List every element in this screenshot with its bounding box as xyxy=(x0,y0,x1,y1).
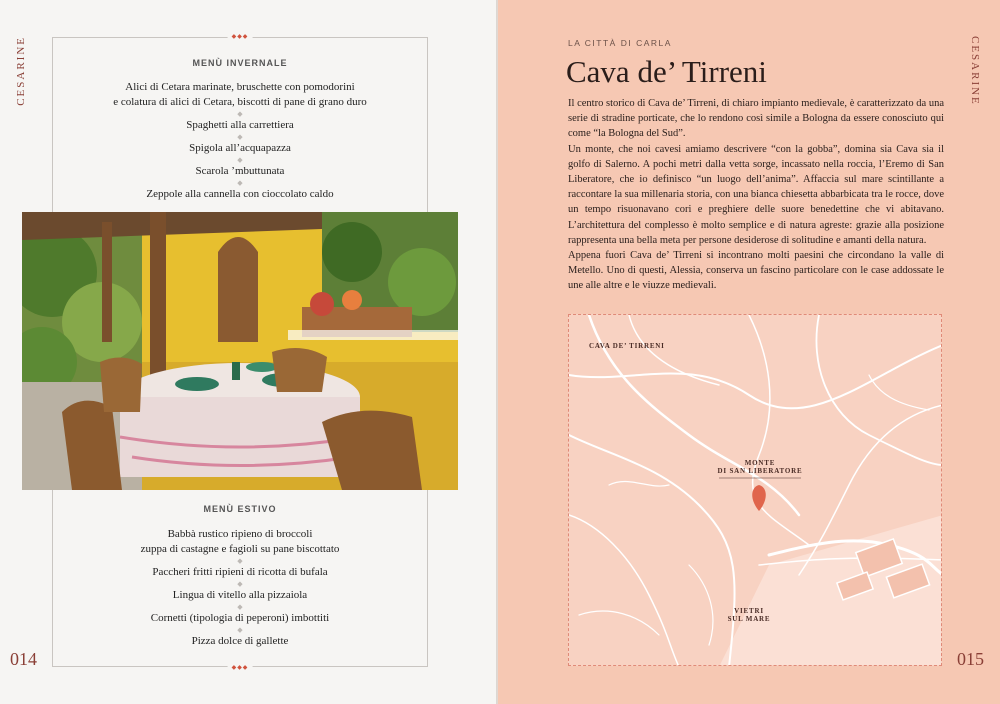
menu-separator: ◆ xyxy=(237,626,243,634)
menu-item: e colatura di alici di Cetara, biscotti di pane di grano duro xyxy=(113,96,367,108)
menu-estivo-heading: MENÙ ESTIVO xyxy=(203,504,277,514)
frame-dots-bottom: ◆◆◆ xyxy=(228,664,253,671)
menu-estivo-list xyxy=(52,527,428,649)
article-body xyxy=(568,96,944,294)
area-map xyxy=(568,314,942,666)
terrace-photo-illustration xyxy=(22,212,458,490)
paragraph: Appena fuori Cava de’ Tirreni si incontrano molti paesini che circondano la valle di Metello. Uno di questi, Alessia, conserva un fascino particolare con le case addossate le une alle altre e le viuzze medievali. xyxy=(568,250,944,292)
menu-separator: ◆ xyxy=(237,179,243,187)
menu-item: Lingua di vitello alla pizzaiola xyxy=(172,589,308,601)
map-label-monte xyxy=(709,459,811,475)
map-label-vietri xyxy=(709,607,789,623)
menu-separator: ◆ xyxy=(237,557,243,565)
map-label-cava: CAVA DE’ TIRRENI xyxy=(589,342,665,350)
terrace-dining-photo xyxy=(22,212,458,490)
menu-separator: ◆ xyxy=(237,133,243,141)
map-label-vietri-line1: VIETRI xyxy=(734,607,764,615)
menu-separator: ◆ xyxy=(237,580,243,588)
menu-estivo xyxy=(52,504,428,649)
section-kicker: LA CITTÀ DI CARLA xyxy=(568,38,672,48)
menu-item: Alici di Cetara marinate, bruschette con pomodorini xyxy=(125,81,355,93)
menu-item: Cornetti (tipologia di peperoni) imbottiti xyxy=(150,612,330,624)
page-number-right: 015 xyxy=(957,649,984,669)
menu-separator: ◆ xyxy=(237,156,243,164)
menu-invernale xyxy=(52,58,428,202)
menu-item: Babbà rustico ripieno di broccoli xyxy=(167,528,313,540)
page-number-left: 014 xyxy=(10,649,37,669)
menu-item: Pizza dolce di gallette xyxy=(191,635,289,647)
map-label-monte-line2: DI SAN LIBERATORE xyxy=(717,467,803,475)
frame-dots-top: ◆◆◆ xyxy=(228,33,253,40)
menu-invernale-list xyxy=(52,80,428,202)
paragraph: Un monte, che noi cavesi amiamo descrivere “con la gobba”, domina sia Cava sia il golfo di Salerno. A pochi metri dalla vetta sorge, incassato nella roccia, l’Eremo di San Liberatore, che io definisco “un luogo dell’anima”. Affaccia sul mare scintillante a raccontare la sua millenaria storia, con una bianca chiesetta abbarbicata tra le rocce, dove un tempo risuonavano cori e preghiere delle suore benedettine che vi abitavano. L’architettura del complesso è molto semplice e di natura agreste: grazie alla posizione rappresenta una bella meta per persone desiderose di solitudine e amanti della natura. xyxy=(568,143,944,246)
map-label-monte-line1: MONTE xyxy=(744,459,776,467)
menu-item: Scarola ’mbuttunata xyxy=(195,165,285,177)
brand-vertical-label: CESARINE xyxy=(969,36,981,106)
menu-separator: ◆ xyxy=(237,603,243,611)
menu-item: Paccheri fritti ripieni di ricotta di bufala xyxy=(152,566,328,578)
menu-separator: ◆ xyxy=(237,110,243,118)
menu-item: Spigola all’acquapazza xyxy=(189,142,291,154)
menu-invernale-heading: MENÙ INVERNALE xyxy=(192,58,288,68)
menu-item: Spaghetti alla carrettiera xyxy=(186,119,294,131)
page-title: Cava de’ Tirreni xyxy=(566,54,767,89)
menu-item: Zeppole alla cannella con cioccolato caldo xyxy=(146,188,334,200)
paragraph: Il centro storico di Cava de’ Tirreni, di chiaro impianto medievale, è caratterizzato da una serie di stradine porticate, che lo rendono così simile a Bologna da essere conosciuto qui come “la Bologna del Sud”. xyxy=(568,98,944,140)
menu-item: zuppa di castagne e fagioli su pane biscottato xyxy=(140,543,340,555)
brand-vertical-label: CESARINE xyxy=(15,36,27,106)
map-label-vietri-line2: SUL MARE xyxy=(727,615,771,623)
left-page xyxy=(0,0,498,704)
